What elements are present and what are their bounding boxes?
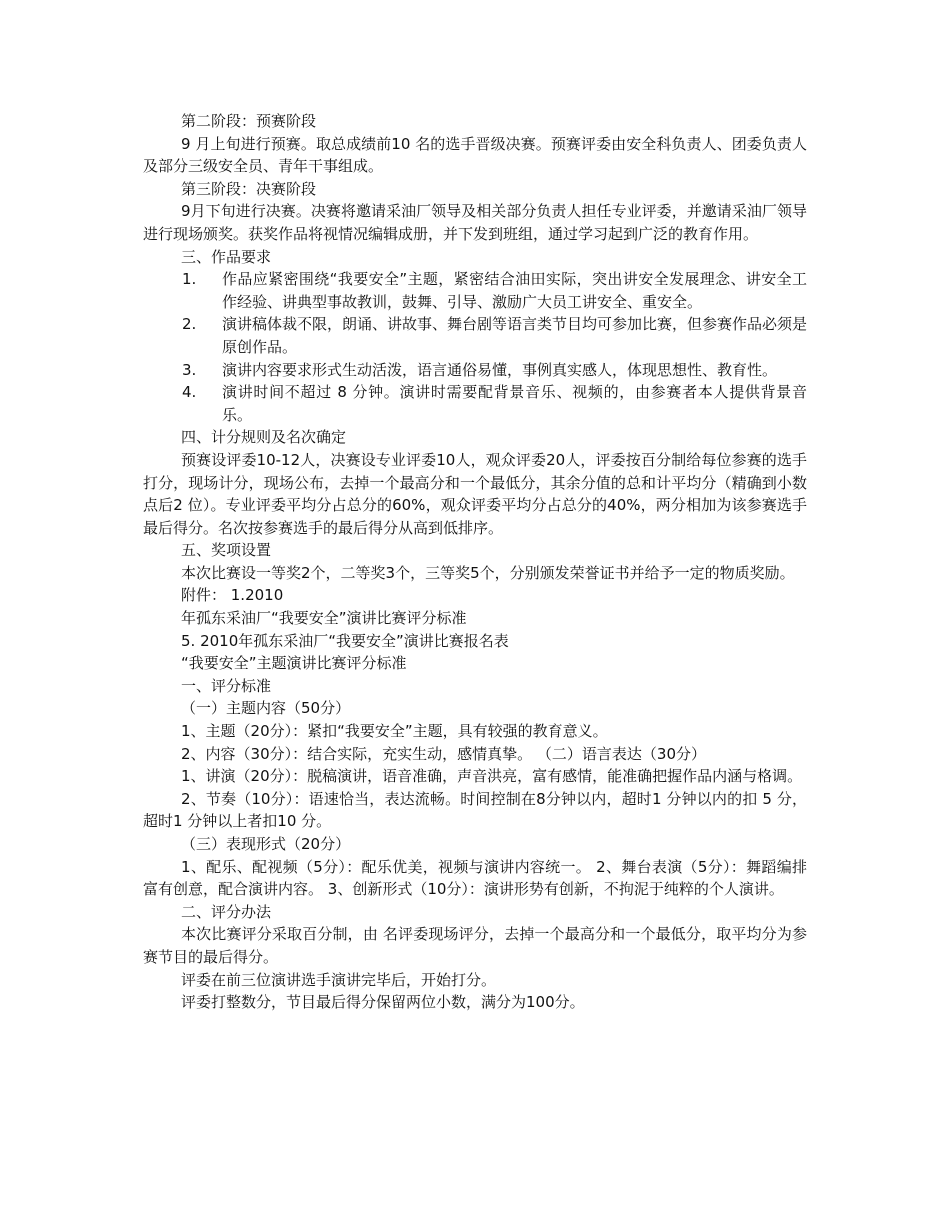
list-item-text: 演讲稿体裁不限，朗诵、讲故事、舞台剧等语言类节目均可参加比赛，但参赛作品必须是原创作品。: [222, 315, 808, 356]
stage-two-heading: 第二阶段：预赛阶段: [181, 112, 317, 130]
list-item: [143, 359, 807, 382]
scoring-rules-paragraph: 预赛设评委10-12人，决赛设专业评委10人，观众评委20人，评委按百分制给每位参赛的选手打分，现场计分，现场公布，去掉一个最高分和一个最低分，其余分值的总和计平均分（精确到小数点后2 位）。专业评委平均分占总分的60%，观众评委平均分占总分的40%，两分相加为该参赛选手最后得分。名次按参赛选手的最后得分从高到低排序。: [143, 450, 807, 537]
list-item: [143, 313, 807, 358]
criteria-subsection-presentation: （三）表现形式（20分）: [181, 835, 351, 853]
method-paragraph-2: 评委在前三位演讲选手演讲完毕后，开始打分。: [181, 970, 497, 989]
method-paragraph-1: 本次比赛评分采取百分制，由 名评委现场评分，去掉一个最高分和一个最低分，取平均分为参赛节目的最后得分。: [143, 925, 807, 966]
criteria-item-theme: 1、主题（20分）：紧扣“我要安全”主题，具有较强的教育意义。: [181, 722, 608, 741]
list-item-text: 演讲内容要求形式生动活泼，语言通俗易懂，事例真实感人，体现思想性、教育性。: [222, 360, 778, 379]
attachment-title-1: 年孤东采油厂“我要安全”演讲比赛评分标准: [181, 609, 467, 628]
criteria-subsection-theme: （一）主题内容（50分）: [181, 699, 351, 718]
list-item: [143, 381, 807, 426]
criteria-item-rhythm: 2、节奏（10分）：语速恰当，表达流畅。时间控制在8分钟以内，超时1 分钟以内的扣 5 分，超时1 分钟以上者扣10 分。: [143, 789, 807, 831]
final-paragraph: 9月下旬进行决赛。决赛将邀请采油厂领导及相关部分负责人担任专业评委，并邀请采油厂领导进行现场颁奖。获奖作品将视情况编辑成册，并下发到班组，通过学习起到广泛的教育作用。: [143, 202, 807, 243]
attachment-title-2: 5. 2010年孤东采油厂“我要安全”演讲比赛报名表: [181, 631, 509, 650]
method-paragraph-3: 评委打整数分，节目最后得分保留两位小数，满分为100分。: [181, 993, 585, 1012]
criteria-item-presentation: 1、配乐、配视频（5分）：配乐优美，视频与演讲内容统一。 2、舞台表演（5分）：舞蹈编排富有创意，配合演讲内容。 3、创新形式（10分）：演讲形势有创新，不拘泥于纯粹的个人演讲。: [143, 857, 807, 899]
section-heading-awards: 五、奖项设置: [181, 541, 272, 560]
awards-paragraph: 本次比赛设一等奖2个，二等奖3个，三等奖5个，分别颁发荣誉证书并给予一定的物质奖励。: [181, 563, 795, 582]
list-item-number: 2.: [182, 315, 197, 334]
section-heading-requirements: 三、作品要求: [181, 247, 272, 266]
requirements-list: [143, 268, 807, 426]
list-item-number: 1.: [182, 270, 197, 289]
prelim-paragraph: 9 月上旬进行预赛。取总成绩前10 名的选手晋级决赛。预赛评委由安全科负责人、团委负责人及部分三级安全员、青年干事组成。: [143, 134, 807, 176]
criteria-item-content: 2、内容（30分）：结合实际，充实生动，感情真挚。 （二）语言表达（30分）: [181, 744, 706, 763]
list-item-number: 3.: [182, 360, 197, 379]
list-item-number: 4.: [182, 383, 197, 402]
stage-three-heading: 第三阶段：决赛阶段: [181, 179, 317, 198]
criteria-item-speech: 1、讲演（20分）：脱稿演讲，语音准确，声音洪亮，富有感情，能准确把握作品内涵与格调。: [181, 767, 803, 786]
criteria-section-2: 二、评分办法: [181, 902, 272, 921]
list-item: [143, 268, 807, 313]
criteria-section-1: 一、评分标准: [181, 676, 272, 695]
list-item-text: 演讲时间不超过 8 分钟。演讲时需要配背景音乐、视频的，由参赛者本人提供背景音乐。: [222, 383, 807, 424]
list-item-text: 作品应紧密围绕“我要安全”主题，紧密结合油田实际，突出讲安全发展理念、讲安全工作经验、讲典型事故教训，鼓舞、引导、激励广大员工讲安全、重安全。: [222, 270, 807, 311]
section-heading-scoring-rules: 四、计分规则及名次确定: [181, 428, 347, 447]
criteria-title: “我要安全”主题演讲比赛评分标准: [181, 654, 407, 673]
attachment-line: 附件： 1.2010: [181, 586, 284, 605]
